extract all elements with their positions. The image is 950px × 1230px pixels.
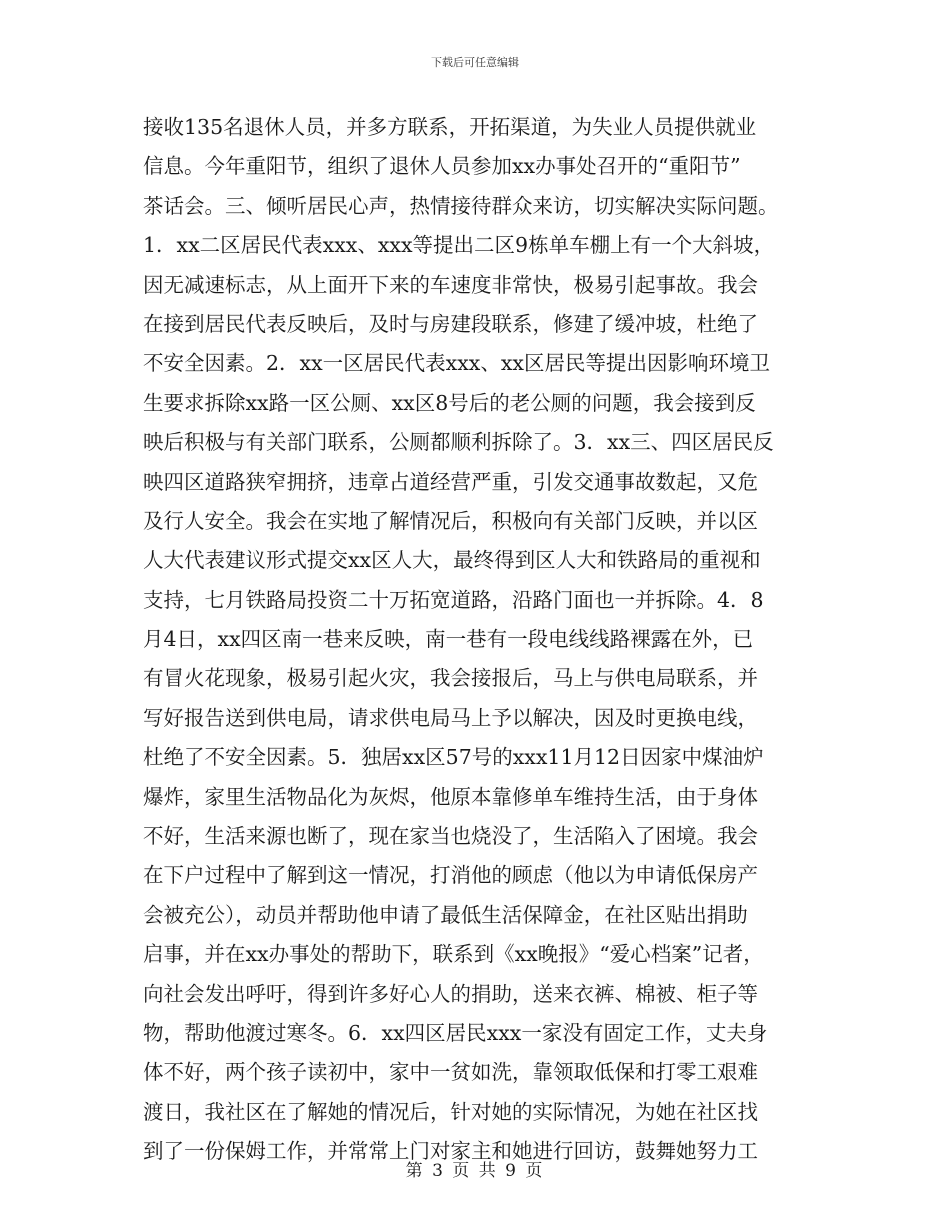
page-number: 第 3 页 共 9 页: [405, 1161, 545, 1181]
text-line: 不好，生活来源也断了，现在家当也烧没了，生活陷入了困境。我会: [143, 824, 758, 849]
text-line: 1．xx二区居民代表xxx、xxx等提出二区9栋单车棚上有一个大斜坡，: [143, 233, 775, 258]
text-line: 生要求拆除xx路一区公厕、xx区8号后的老公厕的问题，我会接到反: [143, 390, 756, 415]
text-line: 映四区道路狭窄拥挤，违章占道经营严重，引发交通事故数起，又危: [143, 469, 758, 494]
text-line: 向社会发出呼吁，得到许多好心人的捐助，送来衣裤、棉被、柜子等: [143, 981, 758, 1006]
text-line: 在接到居民代表反映后，及时与房建段联系，修建了缓冲坡，杜绝了: [143, 311, 758, 336]
text-line: 接收135名退休人员，并多方联系，开拓渠道，为失业人员提供就业: [143, 115, 757, 139]
text-line: 启事，并在xx办事处的帮助下，联系到《xx晚报》“爱心档案”记者，: [143, 942, 764, 967]
text-line: 信息。今年重阳节，组织了退休人员参加xx办事处召开的“重阳节”: [143, 154, 741, 179]
text-line: 月4日，xx四区南一巷来反映，南一巷有一段电线线路裸露在外，已: [143, 627, 754, 652]
text-line: 到了一份保姆工作，并常常上门对家主和她进行回访，鼓舞她努力工: [143, 1139, 758, 1164]
text-line: 因无减速标志，从上面开下来的车速度非常快，极易引起事故。我会: [143, 272, 758, 297]
text-line: 茶话会。三、倾听居民心声，热情接待群众来访，切实解决实际问题。: [143, 193, 779, 218]
text-line: 在下户过程中了解到这一情况，打消他的顾虑（他以为申请低保房产: [143, 863, 758, 888]
text-line: 渡日，我社区在了解她的情况后，针对她的实际情况，为她在社区找: [143, 1099, 758, 1124]
text-line: 及行人安全。我会在实地了解情况后，积极向有关部门反映，并以区: [143, 508, 758, 533]
text-line: 爆炸，家里生活物品化为灰烬，他原本靠修单车维持生活，由于身体: [143, 784, 758, 809]
document-body: [143, 108, 823, 1172]
page-header: 下载后可任意编辑: [431, 56, 519, 69]
text-line: 不安全因素。2．xx一区居民代表xxx、xx区居民等提出因影响环境卫: [143, 351, 770, 376]
text-line: 会被充公），动员并帮助他申请了最低生活保障金，在社区贴出捐助: [143, 902, 748, 927]
text-line: 体不好，两个孩子读初中，家中一贫如洗，靠领取低保和打零工艰难: [143, 1060, 758, 1085]
text-line: 支持，七月铁路局投资二十万拓宽道路，沿路门面也一并拆除。4．8: [143, 587, 764, 612]
text-line: 映后积极与有关部门联系，公厕都顺利拆除了。3．xx三、四区居民反: [143, 430, 774, 455]
text-line: 杜绝了不安全因素。5．独居xx区57号的xxx11月12日因家中煤油炉: [143, 745, 764, 770]
text-line: 有冒火花现象，极易引起火灾，我会接报后，马上与供电局联系，并: [143, 666, 758, 691]
text-line: 人大代表建议形式提交xx区人大，最终得到区人大和铁路局的重视和: [143, 548, 761, 573]
text-line: 写好报告送到供电局，请求供电局马上予以解决，因及时更换电线，: [143, 705, 758, 730]
text-line: 物，帮助他渡过寒冬。6．xx四区居民xxx一家没有固定工作，丈夫身: [143, 1020, 768, 1045]
